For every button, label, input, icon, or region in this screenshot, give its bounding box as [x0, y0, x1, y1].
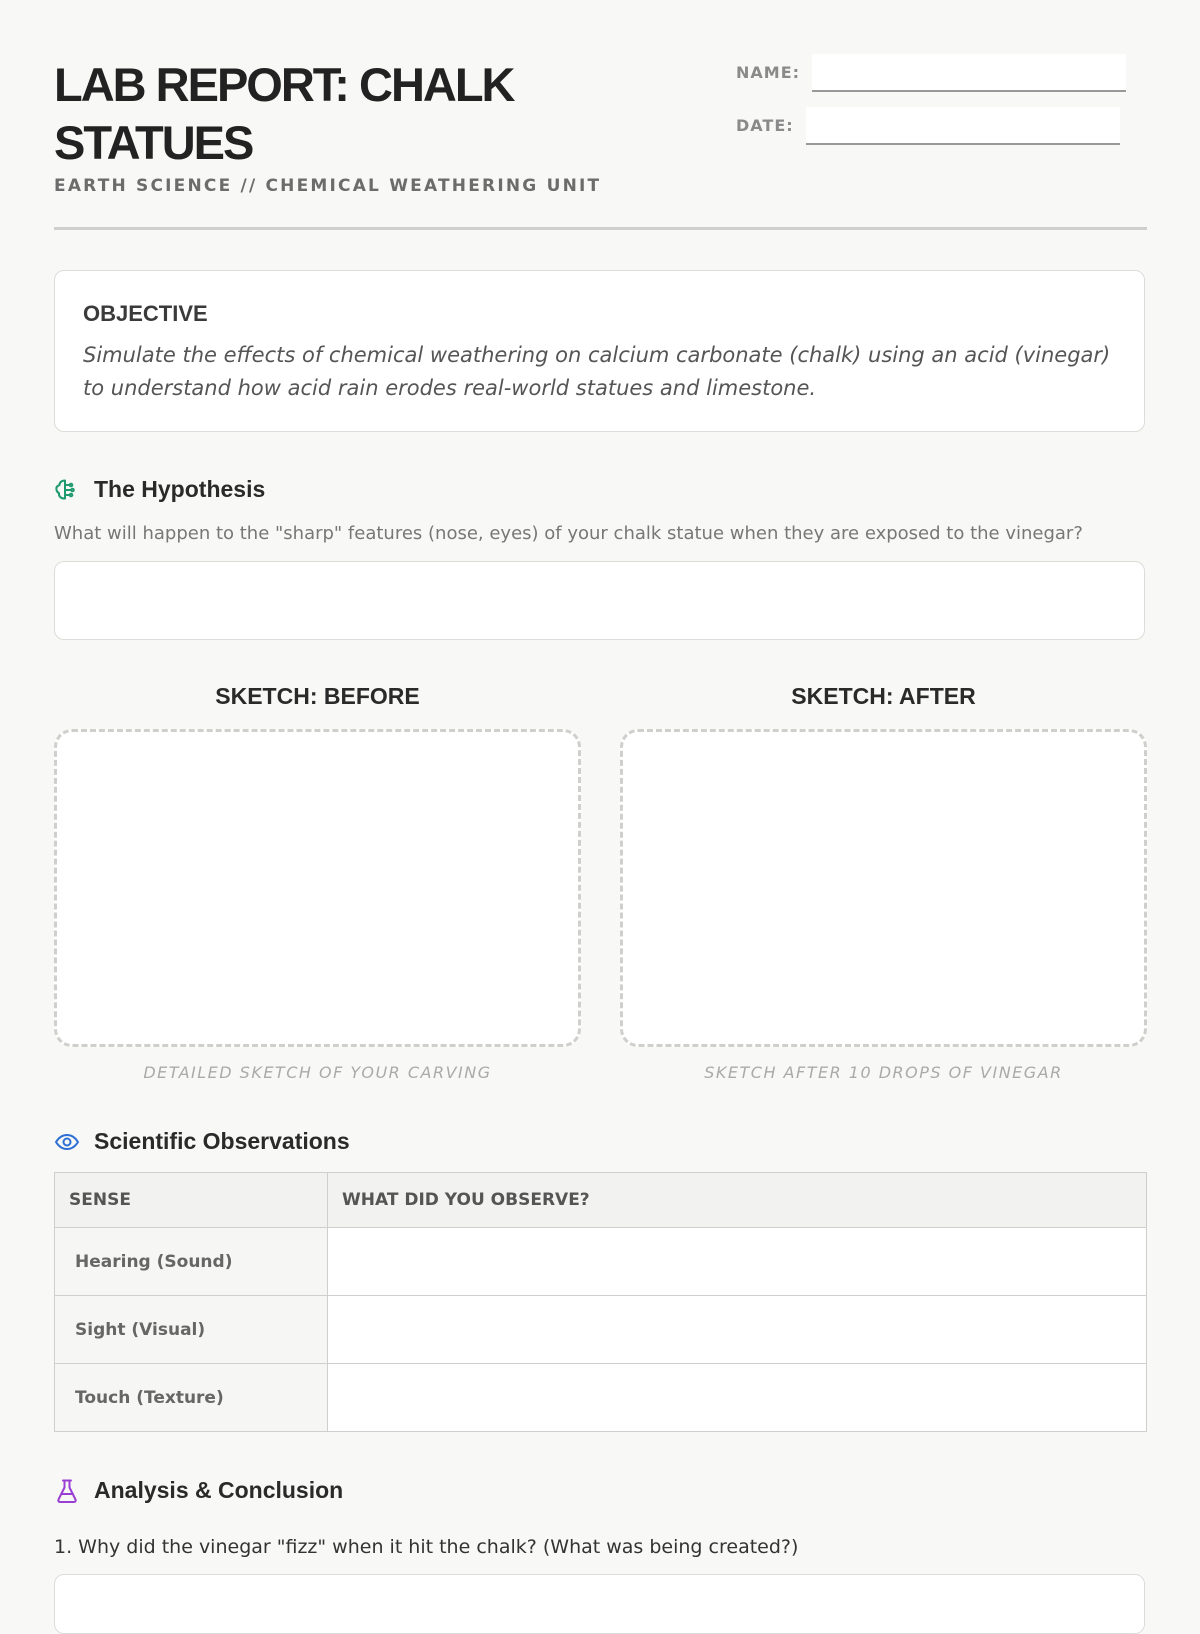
column-header-observation: WHAT DID YOU OBSERVE? [328, 1173, 1147, 1228]
observation-cell[interactable] [328, 1228, 1147, 1296]
observation-cell[interactable] [328, 1296, 1147, 1364]
hypothesis-title: The Hypothesis [94, 476, 266, 502]
observation-cell[interactable] [328, 1364, 1147, 1432]
flask-icon [54, 1478, 80, 1504]
objective-title: OBJECTIVE [83, 301, 208, 326]
date-field[interactable] [806, 107, 1120, 145]
page-subtitle: EARTH SCIENCE // CHEMICAL WEATHERING UNIT [54, 176, 602, 196]
page-title: LAB REPORT: CHALK STATUES [54, 58, 514, 169]
sketch-before [54, 683, 581, 1082]
date-label: DATE: [736, 116, 794, 135]
sketch-before-title: SKETCH: BEFORE [215, 683, 420, 709]
table-row [55, 1364, 1147, 1432]
sense-cell: Touch (Texture) [55, 1364, 328, 1432]
sketch-after-caption: SKETCH AFTER 10 DROPS OF VINEGAR [704, 1063, 1063, 1082]
analysis-question-1: 1. Why did the vinegar "fizz" when it hit the chalk? (What was being created?) [54, 1536, 799, 1558]
column-header-sense: SENSE [55, 1173, 328, 1228]
hypothesis-prompt: What will happen to the "sharp" features (nose, eyes) of your chalk statue when they are exposed to the vinegar? [54, 523, 1083, 544]
observations-table [54, 1172, 1147, 1432]
hypothesis-header [54, 476, 265, 503]
sketch-after-box[interactable] [620, 729, 1147, 1047]
table-header-row [55, 1173, 1147, 1228]
sense-cell: Sight (Visual) [55, 1296, 328, 1364]
table-row [55, 1296, 1147, 1364]
brain-icon [54, 477, 80, 503]
analysis-title: Analysis & Conclusion [94, 1477, 344, 1503]
name-row [736, 54, 1126, 92]
objective-text: Simulate the effects of chemical weathering on calcium carbonate (chalk) using an acid (vinegar) to understand how acid rain erodes real-world statues and limestone. [83, 343, 1111, 400]
analysis-header [54, 1477, 343, 1504]
sketch-after-title: SKETCH: AFTER [791, 683, 976, 709]
sense-cell: Hearing (Sound) [55, 1228, 328, 1296]
date-row [736, 107, 1120, 145]
observations-title: Scientific Observations [94, 1128, 350, 1154]
header-divider [54, 227, 1147, 230]
observations-header [54, 1128, 350, 1155]
name-field[interactable] [812, 54, 1126, 92]
eye-icon [54, 1129, 80, 1155]
name-label: NAME: [736, 63, 801, 82]
analysis-answer-box-1[interactable] [54, 1574, 1145, 1634]
sketch-after [620, 683, 1147, 1082]
table-row [55, 1228, 1147, 1296]
sketch-before-caption: DETAILED SKETCH OF YOUR CARVING [143, 1063, 492, 1082]
hypothesis-answer-box[interactable] [54, 561, 1145, 640]
sketch-before-box[interactable] [54, 729, 581, 1047]
objective-card [54, 270, 1145, 432]
